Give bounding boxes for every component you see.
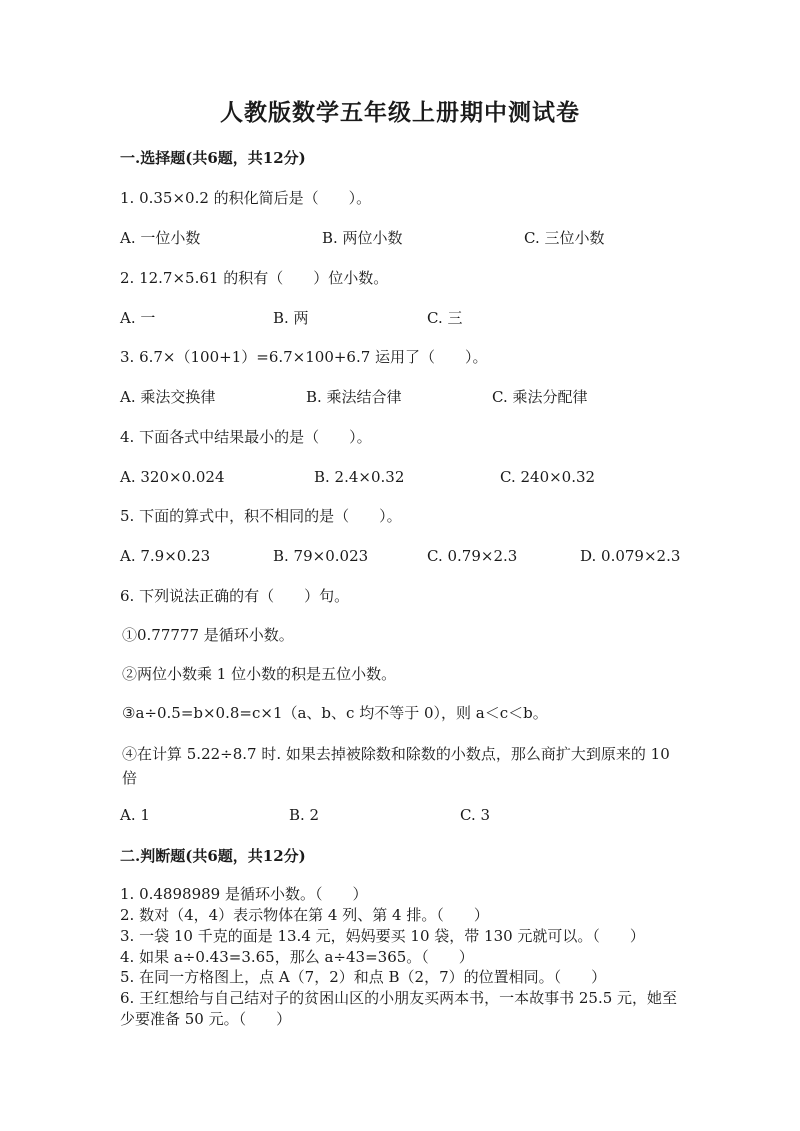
statement-2: ②两位小数乘 1 位小数的积是五位小数。 [122, 665, 397, 683]
judge-item: 3. 一袋 10 千克的面是 13.4 元，妈妈要买 10 袋，带 130 元就可以。（ ） [120, 927, 645, 945]
statement-1: ①0.77777 是循环小数。 [122, 626, 294, 644]
statement-3: ③a÷0.5=b×0.8=c×1（a、b、c 均不等于 0），则 a＜c＜b。 [122, 704, 548, 722]
question-stem: 2. 12.7×5.61 的积有（ ）位小数。 [120, 269, 389, 287]
page-title: 人教版数学五年级上册期中测试卷 [220, 99, 580, 126]
option-d: D. 0.079×2.3 [580, 547, 681, 565]
judge-item: 6. 王红想给与自己结对子的贫困山区的小朋友买两本书，一本故事书 25.5 元，她至少要准备 50 元。（ ） [120, 989, 678, 1028]
option-a: A. 一 [120, 309, 156, 327]
question-stem: 6. 下列说法正确的有（ ）句。 [120, 587, 350, 605]
option-b: B. 79×0.023 [273, 547, 369, 565]
judge-item: 4. 如果 a÷0.43=3.65，那么 a÷43=365。（ ） [120, 948, 474, 966]
option-c: C. 0.79×2.3 [427, 547, 518, 565]
question-stem: 4. 下面各式中结果最小的是（ ）。 [120, 428, 372, 446]
question-stem: 3. 6.7×（100+1）=6.7×100+6.7 运用了（ ）。 [120, 348, 488, 366]
option-a: A. 一位小数 [120, 229, 201, 247]
section-heading-choice: 一.选择题(共6题，共12分) [120, 149, 306, 167]
option-b: B. 两 [273, 309, 309, 327]
option-a: A. 7.9×0.23 [120, 547, 211, 565]
option-c: C. 三位小数 [524, 229, 605, 247]
option-b: B. 乘法结合律 [306, 388, 402, 406]
option-b: B. 2.4×0.32 [314, 468, 405, 486]
judge-item: 5. 在同一方格图上，点 A（7，2）和点 B（2，7）的位置相同。（ ） [120, 968, 607, 986]
judge-item: 1. 0.4898989 是循环小数。（ ） [120, 885, 368, 903]
question-stem: 5. 下面的算式中，积不相同的是（ ）。 [120, 507, 402, 525]
option-c: C. 240×0.32 [500, 468, 596, 486]
option-b: B. 2 [289, 806, 320, 824]
option-a: A. 1 [120, 806, 150, 824]
option-c: C. 3 [460, 806, 491, 824]
section-heading-judge: 二.判断题(共6题，共12分) [120, 847, 306, 865]
option-c: C. 乘法分配律 [492, 388, 588, 406]
statement-4: ④在计算 5.22÷8.7 时. 如果去掉被除数和除数的小数点，那么商扩大到原来的 10 倍 [122, 745, 670, 787]
option-c: C. 三 [427, 309, 463, 327]
judge-item: 2. 数对（4，4）表示物体在第 4 列、第 4 排。（ ） [120, 906, 489, 924]
question-stem: 1. 0.35×0.2 的积化简后是（ ）。 [120, 189, 372, 207]
option-a: A. 320×0.024 [120, 468, 225, 486]
option-a: A. 乘法交换律 [120, 388, 216, 406]
option-b: B. 两位小数 [322, 229, 403, 247]
